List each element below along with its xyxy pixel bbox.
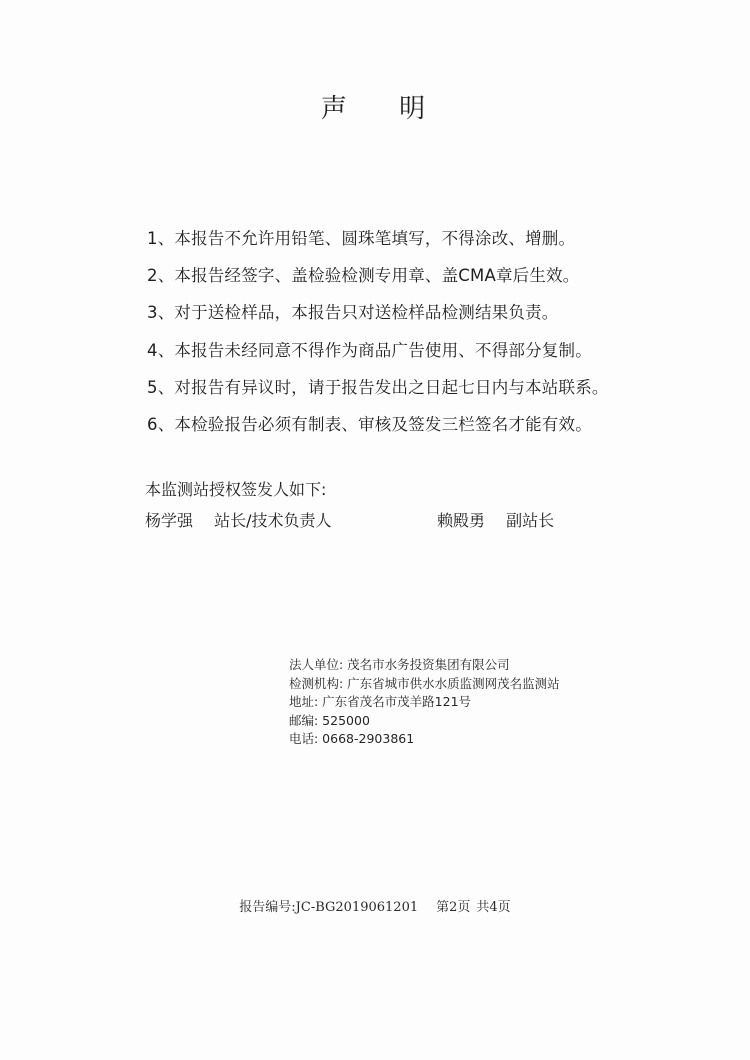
authorized-signers-intro: 本监测站授权签发人如下: [145, 480, 327, 499]
statement-item: 3、对于送检样品，本报告只对送检样品检测结果负责。 [147, 303, 559, 323]
statement-item: 5、对报告有异议时，请于报告发出之日起七日内与本站联系。 [147, 377, 609, 397]
signer-role: 站长/技术负责人 [214, 511, 332, 530]
legal-entity: 法人单位: 茂名市水务投资集团有限公司 [289, 657, 510, 672]
statement-list [147, 222, 707, 445]
signer-role: 副站长 [506, 511, 555, 530]
total-pages: 共4页 [476, 900, 511, 915]
phone: 电话: 0668-2903861 [289, 731, 415, 746]
signer-entry [145, 509, 332, 533]
report-number: 报告编号:JC-BG2019061201 [239, 900, 419, 915]
page-number: 第2页 [436, 900, 471, 915]
statement-item: 2、本报告经签字、盖检验检测专用章、盖CMA章后生效。 [147, 266, 580, 286]
signer-name: 赖殿勇 [437, 511, 486, 530]
testing-agency: 检测机构: 广东省城市供水水质监测网茂名监测站 [289, 675, 560, 691]
statement-item: 1、本报告不允许用铅笔、圆珠笔填写，不得涂改、增删。 [147, 229, 576, 248]
statement-item: 6、本检验报告必须有制表、审核及签发三栏签名才能有效。 [147, 414, 592, 434]
signer-name: 杨学强 [145, 511, 194, 530]
address: 地址: 广东省茂名市茂羊路121号 [289, 694, 472, 709]
signer-entry [437, 509, 554, 533]
page-title: 声 明 [320, 94, 448, 124]
statement-item: 4、本报告未经同意不得作为商品广告使用、不得部分复制。 [147, 340, 592, 360]
postcode: 邮编: 525000 [289, 712, 370, 728]
page-footer [0, 898, 750, 918]
contact-block [289, 656, 560, 749]
